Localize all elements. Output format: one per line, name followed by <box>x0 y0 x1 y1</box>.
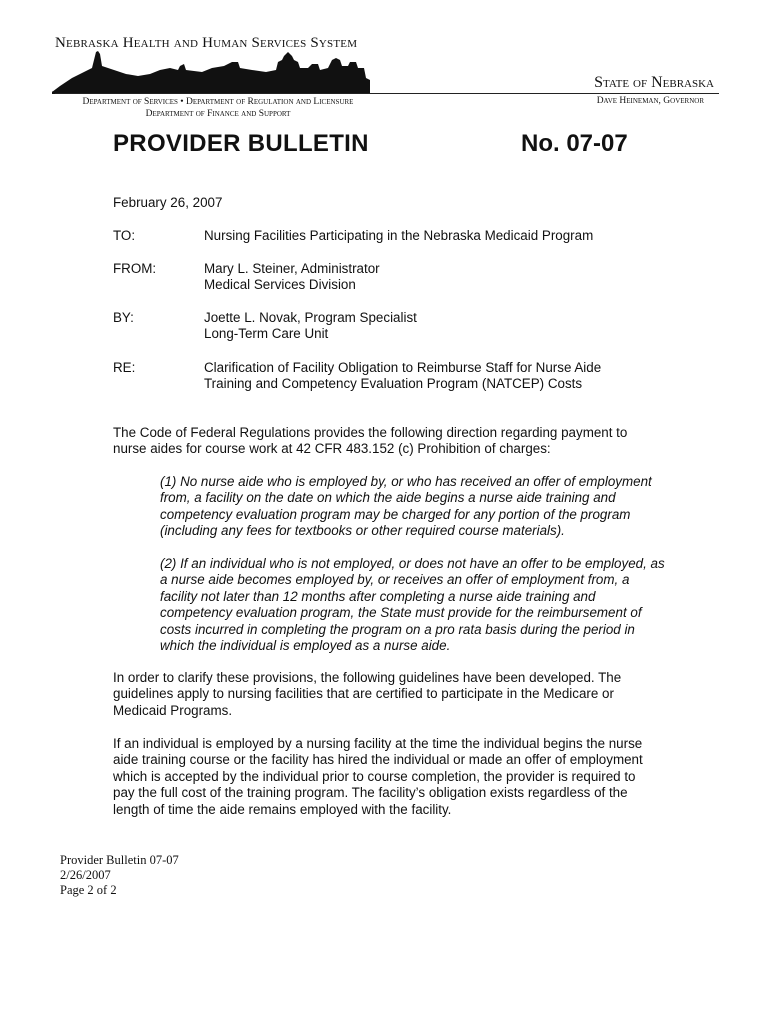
state-name: State of Nebraska <box>594 74 714 91</box>
footer-date: 2/26/2007 <box>60 868 111 882</box>
obligation-paragraph: If an individual is employed by a nursing facility at the time the individual begins the nurse aide training course or the facility has hired the individual or made an offer of employment which is accepted by the individual prior to course completion, the provider is required to pay the full cost of the training program. The facility’s obligation exists regardless of the length of time the aide remains employed with the facility. <box>113 736 643 817</box>
footer-page: Page 2 of 2 <box>60 883 117 897</box>
agency-name: Nebraska Health and Human Services System <box>55 35 358 51</box>
guidelines-paragraph: In order to clarify these provisions, the following guidelines have been developed. The guidelines apply to nursing facilities that are certified to participate in the Medicare or Medicaid Programs. <box>113 670 622 718</box>
by-line-2: Long-Term Care Unit <box>204 326 329 342</box>
departments-line-1: Department of Services • Department of Regulation and Licensure <box>82 97 354 107</box>
skyline-logo <box>52 48 370 94</box>
re-value <box>204 360 674 393</box>
from-line-1: Mary L. Steiner, Administrator <box>204 261 380 276</box>
from-line-2: Medical Services Division <box>204 277 356 293</box>
bulletin-title: PROVIDER BULLETIN <box>113 130 369 157</box>
by-line-1: Joette L. Novak, Program Specialist <box>204 310 417 325</box>
bulletin-date: February 26, 2007 <box>113 195 223 210</box>
quote-paragraph-2: (2) If an individual who is not employed, or does not have an offer to be employed, as a nurse aide becomes employed by, or receives an offer of employment from, a facility not later than 12 months after completing a nurse aide training and competency evaluation program, the State must provide for the reimbursement of costs incurred in completing the program on a pro rata basis during the period in which the individual is employed as a nurse aide. <box>160 556 665 654</box>
to-label: TO: <box>113 228 136 243</box>
governor-name: Dave Heineman, Governor <box>596 96 704 106</box>
intro-paragraph: The Code of Federal Regulations provides the following direction regarding payment to nurse aides for course work at 42 CFR 483.152 (c) Prohibition of charges: <box>113 425 628 457</box>
bulletin-number: No. 07-07 <box>521 130 628 157</box>
page-footer <box>60 853 179 898</box>
by-value <box>204 310 674 343</box>
from-label: FROM: <box>113 261 157 276</box>
re-label: RE: <box>113 360 136 375</box>
header-rule <box>55 93 719 94</box>
from-value <box>204 261 674 294</box>
departments <box>68 96 368 120</box>
to-value: Nursing Facilities Participating in the Nebraska Medicaid Program <box>204 228 594 243</box>
re-line-2: Training and Competency Evaluation Program (NATCEP) Costs <box>204 376 583 392</box>
by-label: BY: <box>113 310 134 325</box>
departments-line-2: Department of Finance and Support <box>145 109 291 119</box>
re-line-1: Clarification of Facility Obligation to Reimburse Staff for Nurse Aide <box>204 360 602 375</box>
quote-paragraph-1: (1) No nurse aide who is employed by, or who has received an offer of employment from, a facility on the date on which the aide begins a nurse aide training and competency evaluation program may be charged for any portion of the program (including any fees for textbooks or other required course materials). <box>160 474 652 539</box>
footer-bulletin: Provider Bulletin 07-07 <box>60 853 179 867</box>
